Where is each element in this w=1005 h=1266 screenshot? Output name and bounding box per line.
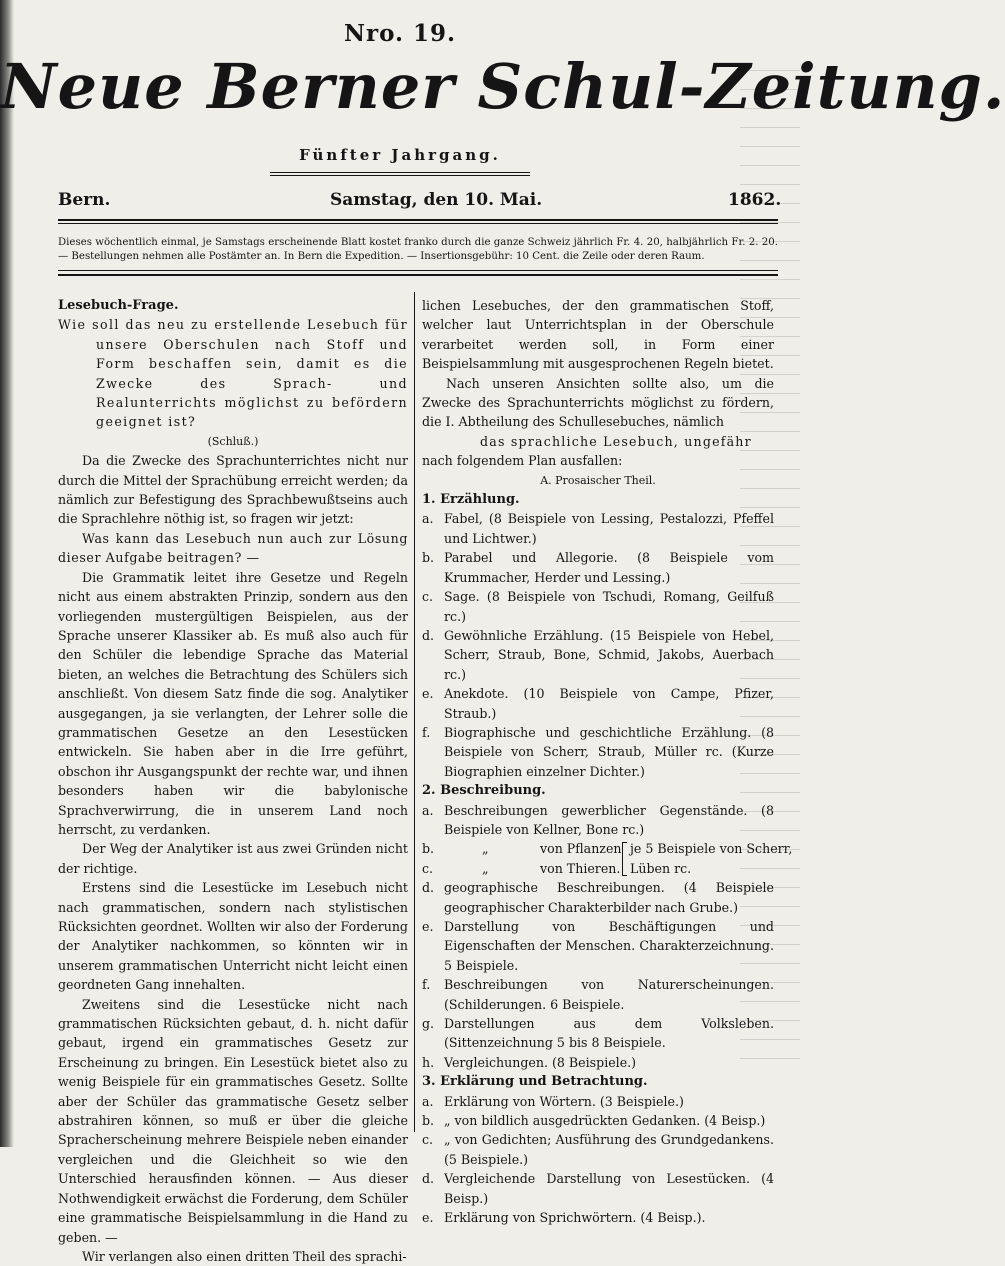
list-erzaehlung (422, 509, 774, 781)
paragraph: Die Grammatik leitet ihre Gesetze und Regeln nicht aus einem abstrakten Prinzip, sondern aus den vorliegenden mustergültigen Beispielen, aus der Sprache unserer Klassiker ab. Es muß also auch für den Schüler die lebendige Sprache das Material bieten, an welches die Betrachtung des Schülers sich anschließt. Von diesem Satz finde die sog. Analytiker ausgegangen, ja sie verlangten, der Lehrer solle die grammatischen Gesetze an den Lesestücken entwickeln. Sie haben aber in die Irre geführt, obschon ihr Ausgangspunkt der rechte war, und ihnen besonders haben wir die babylonische Sprachverwirrung, die in unserem Land noch herrscht, zu verdanken. (58, 569, 408, 837)
item-text: Vergleichungen. (8 Beispiele.) (444, 1054, 637, 1070)
item-text: Beschreibungen von Naturerscheinungen. (Schilderungen. 6 Beispiele. (444, 977, 774, 1012)
list-item (422, 1208, 774, 1227)
paragraph: Was kann das Lesebuch nun auch zur Lösung dieser Aufgabe beitragen? — (58, 530, 408, 566)
list-item (422, 1111, 774, 1130)
item-letter: b. (422, 841, 435, 857)
rule-date-1 (58, 219, 778, 221)
paragraph: nach folgendem Plan ausfallen: (422, 453, 623, 469)
item-text: geographische Beschreibungen. (4 Beispiele geographischer Charakterbilder nach Grube.) (444, 880, 774, 915)
rule-notice-1 (58, 270, 778, 271)
item-letter: c. (422, 860, 434, 876)
left-column (58, 296, 408, 1266)
list-item (422, 1053, 774, 1072)
item-text: von Pflanzen (540, 841, 622, 857)
item-letter: c. (422, 1132, 434, 1148)
item-text: je 5 Beispiele von Scherr, (630, 841, 793, 857)
paragraph: Nach unseren Ansichten sollte also, um die Zwecke des Sprachunterrichts möglichst zu fördern, die I. Abtheilung des Schullesebuches, nämlich (422, 375, 774, 430)
subscription-notice: Dieses wöchentlich einmal, je Samstags erscheinende Blatt kostet franko durch die ganze Schweiz jährlich Fr. 4. 20, halbjährlich Fr. 2. 20. — Bestellungen nehmen alle Postämter an. In Bern die Expedition. — Insertionsgebühr: 10 Cent. die Zeile oder deren Raum. (58, 237, 778, 262)
item-letter: f. (422, 724, 431, 740)
scan-edge (0, 0, 14, 1147)
paragraph: das sprachliche Lesebuch, ungefähr (480, 433, 752, 449)
item-letter: b. (422, 550, 435, 566)
item-letter: d. (422, 1171, 435, 1187)
item-text: „ von Gedichten; Ausführung des Grundgedankens. (5 Beispiele.) (444, 1132, 774, 1167)
paragraph: Da die Zwecke des Sprachunterrichtes nicht nur durch die Mittel der Sprachübung erreicht werden; da nämlich zur Befestigung des Sprachbewußtseins auch die Sprachlehre nöthig ist, so fragen wir jetzt: (58, 453, 408, 527)
list-item (422, 723, 774, 781)
item-letter: e. (422, 686, 434, 702)
right-column (422, 296, 793, 1227)
list-item (422, 975, 774, 1014)
paragraph: Erstens sind die Lesestücke im Lesebuch nicht nach grammatischen, sondern nach stylistischen Rücksichten geordnet. Wollten wir also der Forderung der Analytiker nachkommen, so könnten wir in unserem grammatischen Unterricht nicht leicht einen geordneten Gang innehalten. (58, 880, 408, 993)
subsection-heading: 3. Erklärung und Betrachtung. (422, 1074, 648, 1090)
list-erklaerung (422, 1092, 774, 1228)
place: Bern. (58, 190, 111, 210)
paragraph: Zweitens sind die Lesestücke nicht nach grammatischen Rücksichten gebaut, d. h. nicht dafür gebaut, irgend ein grammatisches Gesetz zur Erscheinung zu bringen. Ein Lesestück bietet also zu wenig Beispiele für ein grammatisches Gesetz. Sollte aber der Schüler das grammatische Gesetz selber abstrahiren können, so muß er über die gleiche Spracherscheinung mehrere Beispiele neben einander vergleichen und die Gleichheit so wie den Unterschied herausfinden können. — Aus dieser Nothwendigkeit erwächst die Forderung, dem Schüler eine grammatische Beispielsammlung in die Hand zu geben. — (58, 996, 408, 1245)
item-letter: b. (422, 1113, 435, 1129)
item-letter: e. (422, 918, 434, 934)
list-item-bracket (422, 839, 793, 878)
item-text: „ von bildlich ausgedrückten Gedanken. (4 Beisp.) (444, 1113, 766, 1129)
brace (622, 842, 627, 876)
list-item (422, 509, 774, 548)
item-text: Lüben rc. (630, 860, 692, 876)
item-letter: c. (422, 589, 434, 605)
item-text: Sage. (8 Beispiele von Tschudi, Romang, Geilfuß rc.) (444, 589, 774, 624)
list-item (422, 587, 774, 626)
item-letter: a. (422, 1093, 434, 1109)
rule-top (270, 172, 530, 173)
item-text: Erklärung von Wörtern. (3 Beispiele.) (444, 1093, 684, 1109)
list-item (422, 1169, 774, 1208)
issue-date: Samstag, den 10. Mai. (330, 190, 543, 210)
item-text: Erklärung von Sprichwörtern. (4 Beisp.). (444, 1210, 706, 1226)
list-item (422, 1014, 774, 1053)
list-item (422, 1130, 774, 1169)
subsection-heading: 1. Erzählung. (422, 492, 520, 508)
item-text: Biographische und geschichtliche Erzählung. (8 Beispiele von Scherr, Straub, Müller rc. (Kurze Biographien einzelner Dichter.) (444, 724, 774, 779)
item-letter: f. (422, 977, 431, 993)
list-item (422, 878, 774, 917)
item-letter: e. (422, 1210, 434, 1226)
item-text: Vergleichende Darstellung von Lesestücken. (4 Beisp.) (444, 1171, 774, 1206)
item-letter: a. (422, 802, 434, 818)
item-text: Darstellung von Beschäftigungen und Eigenschaften der Menschen. Charakterzeichnung. 5 Beispiele. (444, 918, 774, 973)
conclusion-mark: (Schluß.) (207, 434, 259, 448)
item-text: Fabel, (8 Beispiele von Lessing, Pestalozzi, Pfeffel und Lichtwer.) (444, 511, 774, 546)
item-letter: d. (422, 627, 435, 643)
rule-top-2 (270, 175, 530, 176)
subsection-heading: 2. Beschreibung. (422, 783, 546, 799)
masthead-title: Neue Berner Schul-Zeitung. (0, 50, 1005, 123)
paragraph: Wir verlangen also einen dritten Theil des sprachi- (82, 1248, 407, 1264)
paragraph: lichen Lesebuches, der den grammatischen Stoff, welcher laut Unterrichtsplan in der Oberschule verarbeitet werden soll, in Form einer Beispielsammlung mit ausgesprochenen Regeln bietet. (422, 298, 774, 372)
article-question: Wie soll das neu zu erstellende Lesebuch für unsere Oberschulen nach Stoff und Form beschaffen sein, damit es die Zwecke des Sprach- und Realunterrichts möglichst zu befördern geeignet ist? (58, 317, 408, 430)
list-item (422, 917, 774, 975)
item-text: Gewöhnliche Erzählung. (15 Beispiele von Hebel, Scherr, Straub, Bone, Schmid, Jakobs, Auerbach rc.) (444, 627, 774, 682)
list-item (422, 684, 774, 723)
item-letter: a. (422, 511, 434, 527)
section-heading: A. Prosaischer Theil. (540, 473, 656, 487)
rule-date-2 (58, 223, 778, 224)
volume-line: Fünfter Jahrgang. (299, 146, 501, 164)
column-divider (414, 292, 415, 1132)
list-beschreibung (422, 878, 774, 1072)
item-text: Darstellungen aus dem Volksleben. (Sittenzeichnung 5 bis 8 Beispiele. (444, 1016, 774, 1051)
ditto-mark: „ (482, 860, 489, 876)
item-text: Anekdote. (10 Beispiele von Campe, Pfizer, Straub.) (444, 686, 774, 721)
list-item (422, 1092, 774, 1111)
item-text: von Thieren. (540, 860, 621, 876)
article-heading: Lesebuch-Frage. (58, 298, 179, 313)
list-item (422, 626, 774, 684)
ditto-mark: „ (482, 841, 489, 857)
list-item (422, 548, 774, 587)
item-text: Beschreibungen gewerblicher Gegenstände. (8 Beispiele von Kellner, Bone rc.) (444, 802, 774, 837)
issue-year: 1862. (728, 190, 782, 210)
item-letter: g. (422, 1016, 435, 1032)
issue-number: Nro. 19. (343, 20, 457, 47)
item-text: Parabel und Allegorie. (8 Beispiele vom Krummacher, Herder und Lessing.) (444, 550, 774, 585)
paragraph: Der Weg der Analytiker ist aus zwei Gründen nicht der richtige. (58, 841, 408, 876)
item-letter: d. (422, 880, 435, 896)
item-letter: h. (422, 1054, 435, 1070)
list-item (422, 801, 774, 840)
rule-notice-2 (58, 274, 778, 276)
